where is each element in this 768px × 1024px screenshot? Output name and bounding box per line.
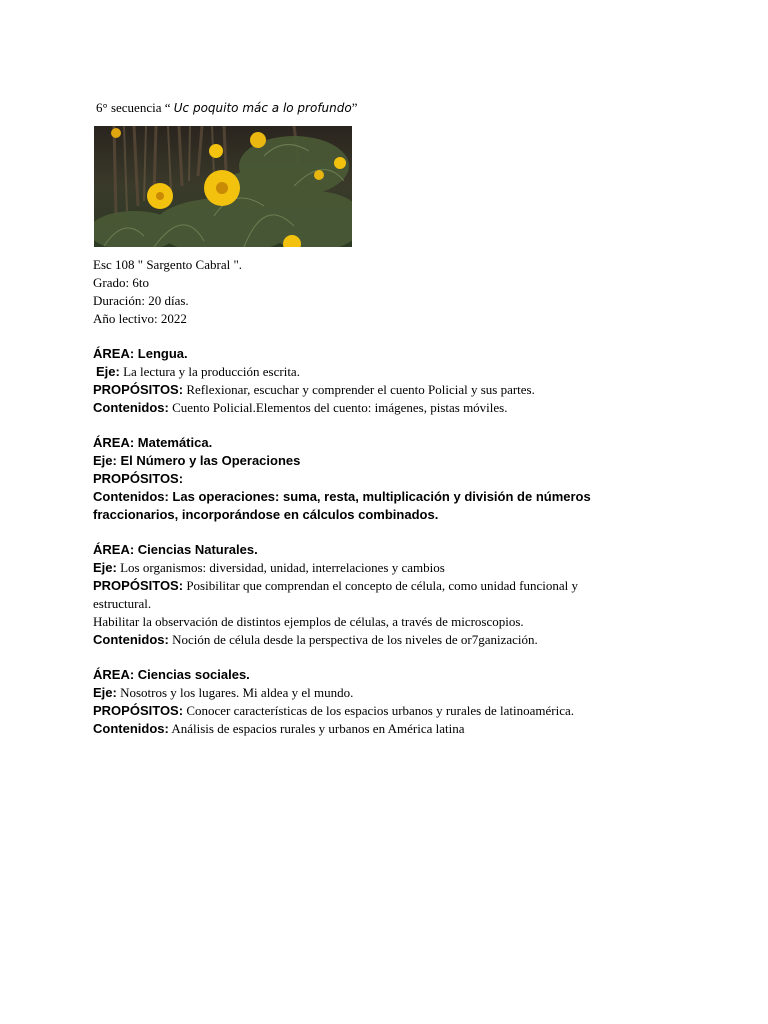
naturales-eje: Eje: Los organismos: diversidad, unidad, interrelaciones y cambios (93, 560, 445, 575)
sociales-eje: Eje: Nosotros y los lugares. Mi aldea y el mundo. (93, 685, 354, 700)
naturales-contenidos: Contenidos: Noción de célula desde la perspectiva de los niveles de or7ganización. (93, 632, 538, 647)
flower-photo (94, 126, 352, 247)
flower-left (147, 183, 173, 209)
duration: Duración: 20 días. (93, 293, 189, 308)
sequence-title (96, 98, 693, 118)
area-naturales-heading: ÁREA: Ciencias Naturales. (93, 542, 258, 557)
sociales-contenidos: Contenidos: Análisis de espacios rurales y urbanos en América latina (93, 721, 465, 736)
school-year: Año lectivo: 2022 (93, 311, 187, 326)
matematica-contenidos-1: Contenidos: Las operaciones: suma, resta, multiplicación y división de números (93, 489, 591, 504)
title-suffix: ” (351, 100, 358, 115)
naturales-habilitar: Habilitar la observación de distintos ejemplos de células, a través de microscopios. (93, 614, 524, 629)
area-lengua-heading: ÁREA: Lengua. (93, 346, 188, 361)
lengua-propositos: PROPÓSITOS: Reflexionar, escuchar y comprender el cuento Policial y sus partes. (93, 382, 535, 397)
area-sociales-heading: ÁREA: Ciencias sociales. (93, 667, 250, 682)
naturales-propositos-cont: estructural. (93, 596, 152, 611)
naturales-propositos: PROPÓSITOS: Posibilitar que comprendan el concepto de célula, como unidad funcional y (93, 578, 578, 593)
matematica-propositos: PROPÓSITOS: (93, 471, 184, 486)
grade: Grado: 6to (93, 275, 149, 290)
school-name: Esc 108 " Sargento Cabral ". (93, 257, 243, 272)
title-italic: Uc poquito mác a lo profundo (173, 101, 352, 115)
area-matematica-heading: ÁREA: Matemática. (93, 435, 213, 450)
matematica-contenidos-2: fraccionarios, incorporándose en cálculos combinados. (93, 507, 439, 522)
lengua-contenidos: Contenidos: Cuento Policial.Elementos del cuento: imágenes, pistas móviles. (93, 400, 508, 415)
flower-large (204, 170, 240, 206)
matematica-eje: Eje: El Número y las Operaciones (93, 453, 301, 468)
lengua-eje: Eje: La lectura y la producción escrita. (96, 364, 300, 379)
document-page (93, 98, 693, 738)
sociales-propositos: PROPÓSITOS: Conocer características de los espacios urbanos y rurales de latinoamérica. (93, 703, 574, 718)
title-prefix: 6° secuencia “ (96, 100, 174, 115)
